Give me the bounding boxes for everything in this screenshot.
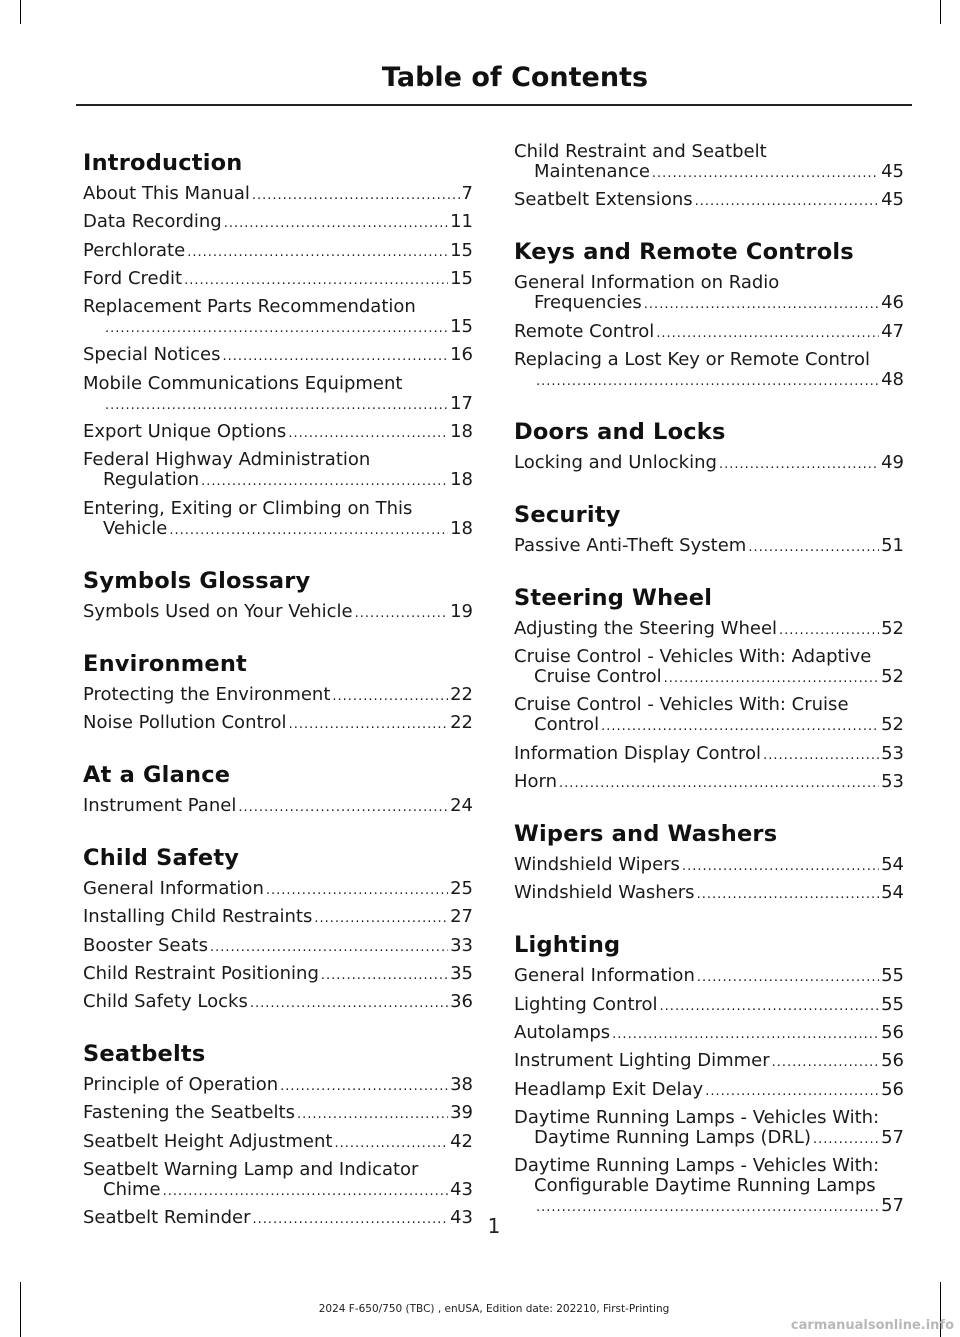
dot-leader (656, 324, 879, 344)
toc-entry-page: 11 (450, 211, 473, 233)
toc-entry-title: Noise Pollution Control (83, 711, 287, 733)
toc-entry[interactable] (83, 450, 473, 492)
toc-entry[interactable] (83, 602, 473, 624)
toc-entry-title: Special Notices (83, 344, 221, 366)
toc-entry[interactable] (83, 964, 473, 986)
toc-entry-title: Export Unique Options (83, 421, 287, 443)
dot-leader (252, 186, 460, 206)
dot-leader (184, 271, 448, 291)
toc-entry[interactable] (514, 536, 904, 558)
toc-entry-page: 18 (450, 517, 473, 539)
toc-entry-title-continued: Configurable Daytime Running Lamps (534, 1175, 876, 1197)
toc-entry-title: Replacing a Lost Key or Remote Control (514, 348, 871, 370)
toc-entry[interactable] (514, 744, 904, 766)
toc-entry[interactable] (514, 966, 904, 988)
toc-entry-page: 53 (881, 742, 904, 764)
toc-entry-page: 49 (881, 451, 904, 473)
toc-entry-page: 7 (461, 183, 473, 204)
section-heading: Keys and Remote Controls (514, 239, 854, 266)
toc-entry-page: 55 (881, 965, 904, 987)
dot-leader (201, 472, 448, 492)
section-heading: Steering Wheel (514, 584, 713, 611)
toc-entry-title: Child Restraint and Seatbelt (514, 141, 767, 162)
page-title: Table of Contents (381, 62, 649, 93)
dot-leader (601, 717, 879, 737)
toc-entry[interactable] (83, 879, 473, 901)
dot-leader (266, 881, 448, 901)
dot-leader (280, 1077, 448, 1097)
toc-entry-title: Horn (514, 771, 558, 793)
toc-entry-title: Remote Control (514, 320, 655, 342)
toc-entry[interactable] (83, 422, 473, 444)
toc-entry-title: Fastening the Seatbelts (83, 1102, 295, 1124)
toc-entry-title: Adjusting the Steering Wheel (514, 617, 778, 639)
toc-entry-title: Seatbelt Reminder (83, 1207, 251, 1229)
toc-entry-page: 54 (881, 854, 904, 876)
toc-entry[interactable] (83, 374, 473, 416)
toc-entry-title: Entering, Exiting or Climbing on This (83, 497, 413, 519)
dot-leader (355, 604, 449, 624)
section-heading: Symbols Glossary (83, 567, 311, 594)
toc-entry-page: 54 (881, 882, 904, 904)
dot-leader (238, 798, 448, 818)
toc-entry[interactable] (83, 713, 473, 735)
toc-entry[interactable] (83, 685, 473, 707)
toc-entry-title: Passive Anti-Theft System (514, 534, 747, 556)
dot-leader (105, 396, 448, 416)
toc-entry-title-continued: Vehicle (103, 517, 168, 539)
dot-leader (682, 857, 879, 877)
dot-leader (813, 1130, 879, 1150)
toc-entry-title: Replacement Parts Recommendation (83, 296, 416, 318)
toc-entry-title: Federal Highway Administration (83, 449, 371, 471)
toc-entry-title: Protecting the Environment (83, 683, 331, 705)
dot-leader (321, 966, 448, 986)
toc-entry-title: Seatbelt Extensions (514, 189, 693, 211)
toc-entry[interactable] (514, 995, 904, 1017)
toc-entry-page: 19 (450, 600, 473, 622)
dot-leader (250, 994, 448, 1014)
toc-entry-title: Locking and Unlocking (514, 451, 717, 473)
dot-leader (719, 455, 879, 475)
dot-leader (705, 1082, 879, 1102)
toc-entry-page: 16 (450, 344, 473, 366)
toc-entry[interactable] (83, 992, 473, 1014)
toc-entry-title-continued: Cruise Control (534, 666, 662, 688)
dot-leader (332, 687, 448, 707)
dot-leader (772, 1053, 879, 1073)
toc-entry[interactable] (514, 855, 904, 877)
dot-leader (697, 968, 879, 988)
dot-leader (695, 192, 879, 212)
dot-leader (748, 538, 879, 558)
section-heading: Seatbelts (83, 1041, 206, 1068)
dot-leader (536, 372, 879, 392)
toc-entry-title: Cruise Control - Vehicles With: Cruise (514, 694, 849, 716)
crop-mark-top-right (940, 0, 941, 24)
toc-entry-title-continued: Daytime Running Lamps (DRL) (534, 1126, 811, 1148)
dot-leader (187, 243, 448, 263)
toc-entry-page: 18 (450, 421, 473, 443)
toc-entry-title-continued: Chime (103, 1179, 161, 1201)
dot-leader (169, 521, 448, 541)
dot-leader (334, 1134, 448, 1154)
crop-mark-top-left (20, 0, 21, 24)
toc-entry-page: 43 (450, 1207, 473, 1229)
dot-leader (763, 746, 879, 766)
toc-entry-title: Principle of Operation (83, 1074, 279, 1096)
toc-entry-title: Child Safety Locks (83, 991, 248, 1013)
toc-entry[interactable] (514, 322, 904, 344)
toc-entry[interactable] (83, 184, 473, 206)
toc-entry[interactable] (514, 1080, 904, 1102)
toc-entry[interactable] (83, 269, 473, 291)
toc-entry-page: 56 (881, 1050, 904, 1072)
toc-entry-title: About This Manual (83, 183, 250, 204)
toc-entry-page: 22 (450, 711, 473, 733)
toc-entry[interactable] (83, 345, 473, 367)
dot-leader (697, 885, 880, 905)
dot-leader (297, 1105, 448, 1125)
toc-entry[interactable] (514, 190, 904, 212)
toc-entry-page: 15 (450, 316, 473, 338)
section-heading: Doors and Locks (514, 418, 726, 445)
toc-entry-page: 24 (450, 794, 473, 816)
footer-edition: 2024 F-650/750 (TBC) , enUSA, Edition date: 202210, First-Printing (318, 1303, 670, 1315)
toc-entry[interactable] (83, 1103, 473, 1125)
toc-entry[interactable] (514, 647, 904, 689)
toc-entry-page: 36 (450, 991, 473, 1013)
toc-entry-title: Ford Credit (83, 267, 183, 289)
toc-entry[interactable] (514, 453, 904, 475)
dot-leader (652, 164, 879, 184)
dot-leader (222, 347, 448, 367)
toc-entry[interactable] (514, 1108, 904, 1150)
toc-entry-page: 15 (450, 267, 473, 289)
dot-leader (660, 997, 880, 1017)
toc-left-column (83, 142, 473, 1237)
toc-entry-page: 52 (881, 714, 904, 736)
toc-entry-page: 42 (450, 1130, 473, 1152)
dot-leader (644, 295, 879, 315)
toc-entry-page: 52 (881, 617, 904, 639)
toc-entry-title: Daytime Running Lamps - Vehicles With: (514, 1106, 880, 1128)
toc-entry-title: General Information (514, 965, 695, 987)
toc-entry-page: 57 (881, 1126, 904, 1148)
toc-entry-title-continued: Frequencies (534, 292, 642, 314)
toc-entry-page: 53 (881, 771, 904, 793)
dot-leader (163, 1182, 449, 1202)
section-heading: At a Glance (83, 761, 231, 788)
toc-entry-title-continued: Maintenance (534, 161, 650, 182)
toc-entry-title: General Information on Radio (514, 272, 780, 294)
toc-entry-page: 18 (450, 469, 473, 491)
toc-entry-page: 52 (881, 666, 904, 688)
toc-entry-title: Lighting Control (514, 993, 658, 1015)
toc-entry-page: 33 (450, 934, 473, 956)
section-heading: Child Safety (83, 844, 240, 871)
toc-entry[interactable] (514, 772, 904, 794)
toc-entry-page: 55 (881, 993, 904, 1015)
toc-entry-page: 43 (450, 1179, 473, 1201)
toc-entry-page: 27 (450, 906, 473, 928)
toc-entry-page: 57 (881, 1195, 904, 1217)
toc-entry-title: Seatbelt Height Adjustment (83, 1130, 333, 1152)
toc-right-column (514, 142, 904, 1224)
section-heading: Introduction (83, 150, 243, 176)
toc-entry[interactable] (83, 241, 473, 263)
toc-entry-page: 25 (450, 877, 473, 899)
toc-entry-title: Instrument Panel (83, 794, 237, 816)
toc-entry[interactable] (83, 1132, 473, 1154)
toc-entry-title: Autolamps (514, 1021, 611, 1043)
toc-entry[interactable] (83, 907, 473, 929)
dot-leader (224, 214, 448, 234)
title-rule (76, 104, 912, 106)
toc-entry-page: 56 (881, 1078, 904, 1100)
toc-entry-title: Perchlorate (83, 239, 186, 261)
toc-entry-page: 39 (450, 1102, 473, 1124)
dot-leader (210, 938, 448, 958)
toc-entry-page: 47 (881, 320, 904, 342)
section-heading: Wipers and Washers (514, 821, 778, 848)
dot-leader (559, 774, 879, 794)
toc-entry-title: Cruise Control - Vehicles With: Adaptive (514, 646, 872, 668)
toc-entry-title: Windshield Washers (514, 882, 695, 904)
toc-entry-page: 17 (450, 392, 473, 414)
toc-entry[interactable] (514, 1051, 904, 1073)
toc-entry[interactable] (514, 1023, 904, 1045)
toc-entry-title: Data Recording (83, 211, 222, 233)
toc-entry-title-continued: Regulation (103, 469, 200, 491)
dot-leader (779, 621, 879, 641)
toc-entry[interactable] (514, 273, 904, 315)
toc-entry[interactable] (83, 499, 473, 541)
toc-entry[interactable] (514, 883, 904, 905)
toc-entry-title: Windshield Wipers (514, 854, 680, 876)
toc-entry-title: Headlamp Exit Delay (514, 1078, 704, 1100)
toc-entry-title: Daytime Running Lamps - Vehicles With: (514, 1155, 880, 1177)
toc-entry-title: Mobile Communications Equipment (83, 372, 403, 394)
toc-entry-page: 51 (881, 534, 904, 556)
toc-entry-title: Installing Child Restraints (83, 906, 313, 928)
toc-entry[interactable] (514, 142, 904, 184)
toc-entry-page: 45 (881, 189, 904, 211)
section-heading: Lighting (514, 932, 621, 959)
section-heading: Environment (83, 650, 248, 677)
toc-entry-title: Symbols Used on Your Vehicle (83, 600, 353, 622)
toc-entry[interactable] (514, 1156, 904, 1218)
toc-entry-title-continued: Control (534, 714, 600, 736)
dot-leader (612, 1025, 879, 1045)
dot-leader (105, 319, 448, 339)
dot-leader (288, 424, 448, 444)
toc-entry-page: 56 (881, 1021, 904, 1043)
toc-entry[interactable] (83, 796, 473, 818)
dot-leader (289, 715, 449, 735)
toc-entry[interactable] (83, 1160, 473, 1202)
toc-entry-title: Instrument Lighting Dimmer (514, 1050, 770, 1072)
toc-entry-title: Child Restraint Positioning (83, 962, 319, 984)
section-heading: Security (514, 501, 621, 528)
dot-leader (314, 909, 448, 929)
toc-entry[interactable] (83, 1075, 473, 1097)
toc-entry-page: 15 (450, 239, 473, 261)
toc-entry-page: 48 (881, 368, 904, 390)
watermark: carmanualsonline.info (790, 1318, 954, 1333)
toc-entry-title: General Information (83, 877, 264, 899)
page-number: 1 (487, 1214, 501, 1238)
toc-entry-page: 38 (450, 1074, 473, 1096)
toc-entry[interactable] (83, 212, 473, 234)
toc-entry-title: Information Display Control (514, 742, 762, 764)
toc-entry[interactable] (514, 350, 904, 392)
toc-entry-page: 35 (450, 962, 473, 984)
toc-entry[interactable] (83, 297, 473, 339)
toc-entry-title: Seatbelt Warning Lamp and Indicator (83, 1159, 419, 1181)
toc-entry-page: 46 (881, 292, 904, 314)
toc-entry[interactable] (83, 936, 473, 958)
toc-entry[interactable] (514, 619, 904, 641)
toc-entry-page: 45 (881, 161, 904, 182)
dot-leader (664, 669, 879, 689)
toc-entry-title: Booster Seats (83, 934, 208, 956)
toc-entry-page: 22 (450, 683, 473, 705)
toc-entry[interactable] (514, 695, 904, 737)
